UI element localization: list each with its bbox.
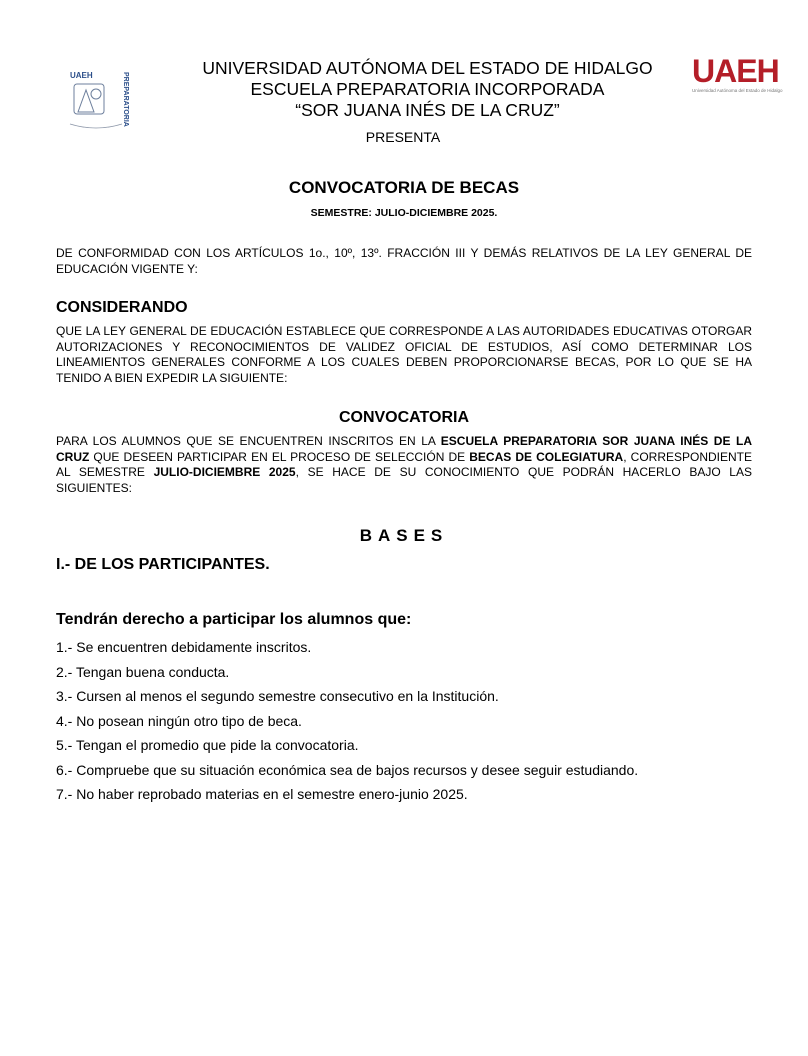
page-title: CONVOCATORIA DE BECAS: [288, 178, 520, 197]
derecho-heading: Tendrán derecho a participar los alumnos que:: [56, 611, 412, 628]
list-item: 1.- Se encuentren debidamente inscritos.: [56, 639, 312, 655]
considerando-paragraph: QUE LA LEY GENERAL DE EDUCACIÓN ESTABLECE QUE CORRESPONDE A LAS AUTORIDADES EDUCATIVAS OTORGAR AUTORIZACIONES Y RECONOCIMIENTOS DE VALIDEZ OFICIAL DE ESTUDIOS, ASÍ COMO DETERMINAR LOS LINEAMIENTOS GENERALES CONFORME A LOS CUALES DEBEN PROPORCIONARSE BECAS, POR LO QUE SE HA TENIDO A BIEN EXPEDIR LA SIGUIENTE:: [56, 324, 752, 385]
logo-right-text: UAEH: [692, 53, 779, 89]
header-school-name: “SOR JUANA INÉS DE LA CRUZ”: [295, 100, 560, 120]
bases-heading: BASES: [359, 526, 449, 545]
header-school: ESCUELA PREPARATORIA INCORPORADA: [250, 79, 605, 99]
convocatoria-paragraph: PARA LOS ALUMNOS QUE SE ENCUENTREN INSCRITOS EN LA ESCUELA PREPARATORIA SOR JUANA INÉS DE LA CRUZ QUE DESEEN PARTICIPAR EN EL PROCESO DE SELECCIÓN DE BECAS DE COLEGIATURA, CORRESPONDIENTE AL SEMESTRE JULIO-DICIEMBRE 2025, SE HACE DE SU CONOCIMIENTO QUE PODRÁN HACERLO BAJO LAS SIGUIENTES:: [56, 434, 753, 495]
requirements-list: [56, 637, 638, 809]
logo-right-tagline: Universidad Autónoma del Estado de Hidalgo: [692, 88, 783, 93]
header-presenta: PRESENTA: [365, 129, 441, 145]
school-logo: [66, 66, 128, 138]
header-university: UNIVERSIDAD AUTÓNOMA DEL ESTADO DE HIDALGO: [202, 58, 653, 78]
convocatoria-heading: CONVOCATORIA: [338, 409, 470, 426]
list-item: 6.- Compruebe que su situación económica sea de bajos recursos y desee seguir estudiando.: [56, 761, 639, 778]
semester-label: SEMESTRE: JULIO-DICIEMBRE 2025.: [310, 207, 498, 219]
considerando-heading: CONSIDERANDO: [56, 299, 188, 316]
list-item: 7.- No haber reprobado materias en el semestre enero-junio 2025.: [56, 786, 468, 802]
list-item: 5.- Tengan el promedio que pide la convocatoria.: [56, 737, 359, 753]
list-item: 3.- Cursen al menos el segundo semestre consecutivo en la Institución.: [56, 688, 499, 704]
intro-paragraph: DE CONFORMIDAD CON LOS ARTÍCULOS 1o., 10º, 13º. FRACCIÓN III Y DEMÁS RELATIVOS DE LA LEY GENERAL DE EDUCACIÓN VIGENTE Y:: [56, 246, 752, 276]
section-participantes: I.- DE LOS PARTICIPANTES.: [56, 556, 270, 573]
list-item: 4.- No posean ningún otro tipo de beca.: [56, 712, 302, 729]
list-item: 2.- Tengan buena conducta.: [56, 663, 230, 680]
logo-left-side-text: PREPARATORIA: [122, 72, 129, 127]
logo-left-text: UAEH: [70, 71, 93, 80]
